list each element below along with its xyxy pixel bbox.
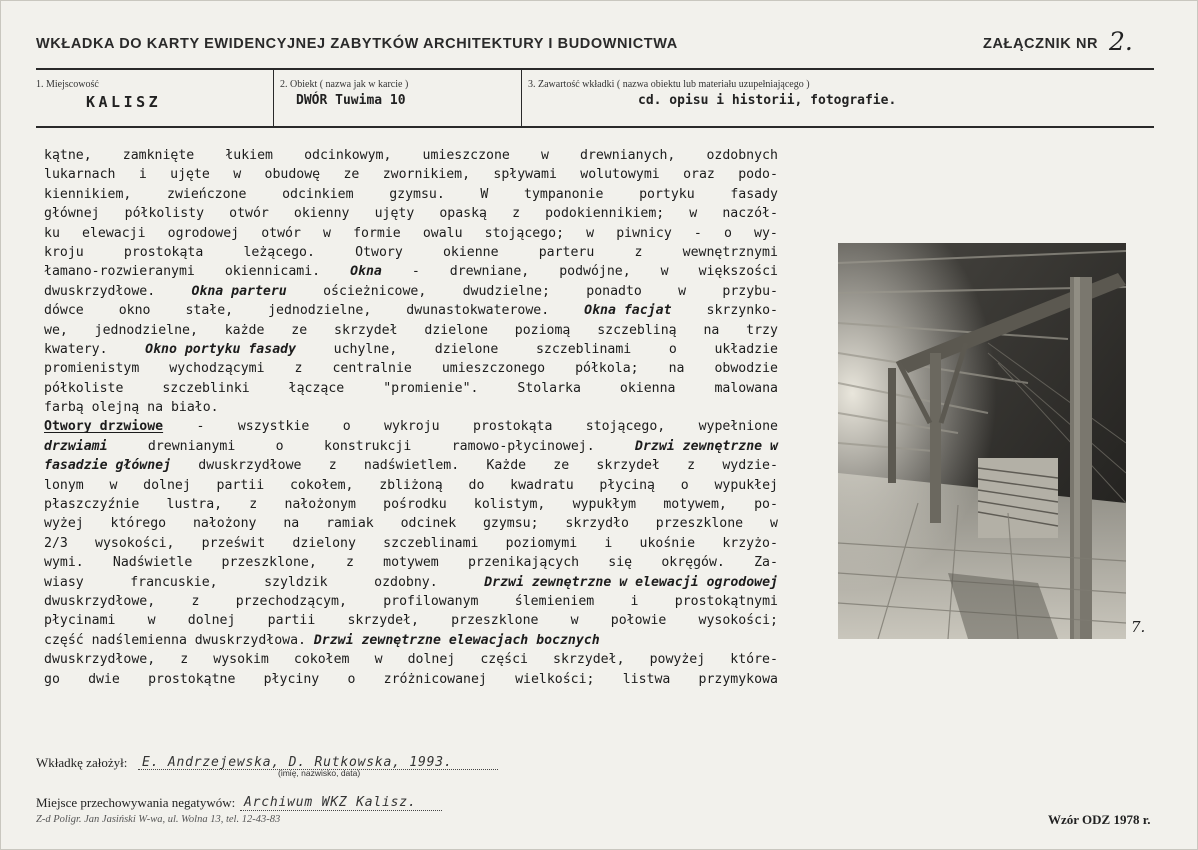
text-word: prostokątne bbox=[148, 671, 236, 687]
text-word: prostokątnymi bbox=[674, 593, 778, 609]
text-word: naczół- bbox=[722, 206, 778, 222]
text-word: każde bbox=[224, 322, 265, 338]
text-word: dówce bbox=[44, 303, 84, 319]
text-word: ze bbox=[291, 322, 308, 338]
text-word: i bbox=[604, 535, 613, 551]
text-word: okienna bbox=[619, 380, 676, 396]
description-text bbox=[44, 146, 778, 689]
text-word: promienistym bbox=[44, 361, 140, 377]
text-word: spływami bbox=[493, 167, 557, 183]
text-word: o bbox=[723, 225, 732, 241]
text-word: łamano-rozwieranymi bbox=[44, 264, 195, 280]
text-word: ku bbox=[44, 225, 60, 241]
text-word: krzyżo- bbox=[722, 535, 778, 551]
text-word: przybu- bbox=[722, 283, 778, 299]
text-word: odcinkiem bbox=[282, 186, 354, 202]
text-line bbox=[44, 514, 778, 533]
text-word: w bbox=[678, 283, 687, 299]
text-word: wypełnione bbox=[698, 419, 778, 435]
text-word: o bbox=[275, 438, 284, 454]
text-word: z bbox=[191, 593, 200, 609]
field-divider bbox=[521, 70, 522, 126]
text-word: portyku bbox=[639, 186, 695, 202]
text-word: stojącego; bbox=[484, 225, 565, 241]
text-word: skrzynko- bbox=[706, 303, 778, 319]
text-word: dwuskrzydłowe bbox=[198, 458, 302, 474]
text-word: obudowę bbox=[264, 167, 321, 183]
text-word: przymykowa bbox=[698, 671, 778, 687]
text-word: parteru bbox=[538, 244, 595, 260]
text-word: przechodzącym, bbox=[235, 593, 347, 609]
text-word: ozdobny. bbox=[374, 574, 438, 590]
text-word: część bbox=[44, 632, 84, 648]
text-line bbox=[44, 611, 778, 630]
text-word: konstrukcji bbox=[324, 438, 412, 454]
text-word: przeszklone bbox=[655, 516, 744, 532]
text-word: z bbox=[346, 555, 354, 571]
text-word: Każde bbox=[486, 458, 527, 474]
text-word: w bbox=[540, 148, 549, 163]
text-word: fasadzie głównej bbox=[44, 458, 172, 474]
text-word: przenikających bbox=[467, 555, 580, 571]
text-word: farbą bbox=[44, 400, 84, 416]
text-word: szczeblinami bbox=[535, 341, 632, 357]
text-word: półkoliste bbox=[44, 380, 124, 396]
text-line bbox=[44, 670, 778, 689]
text-word: układzie bbox=[714, 341, 778, 357]
text-line bbox=[44, 185, 778, 204]
text-word: i bbox=[630, 593, 639, 609]
text-line bbox=[44, 379, 778, 398]
text-word: wysokości, bbox=[95, 535, 175, 551]
text-word: jednodzielne, bbox=[94, 322, 198, 338]
text-word: olejną bbox=[91, 400, 140, 416]
text-word: wysokim bbox=[213, 652, 269, 668]
field-divider bbox=[273, 70, 274, 126]
text-word: drewnianymi bbox=[147, 438, 236, 454]
text-word: dolnej bbox=[187, 613, 236, 629]
text-word: nałożonym bbox=[284, 497, 356, 513]
text-word: obwodzie bbox=[714, 361, 778, 377]
text-line bbox=[44, 417, 778, 436]
object-value: DWÓR Tuwima 10 bbox=[296, 93, 406, 108]
text-word: cokołem, bbox=[289, 477, 354, 493]
text-word: Okna parteru bbox=[191, 283, 287, 299]
header-top-rule bbox=[36, 68, 1154, 70]
text-word: partii bbox=[267, 613, 316, 629]
text-word: skrzydeł bbox=[596, 458, 660, 474]
text-word: w bbox=[769, 516, 778, 532]
text-word: szyldzik bbox=[264, 574, 328, 590]
text-line bbox=[44, 398, 778, 417]
text-word: biało. bbox=[170, 400, 219, 416]
text-word: płycinami bbox=[44, 613, 116, 629]
text-word: półkolisty bbox=[124, 206, 205, 222]
text-word: Drzwi zewnętrzne w bbox=[635, 438, 778, 454]
text-word: Okno portyku fasady bbox=[145, 341, 297, 357]
text-line bbox=[44, 146, 778, 165]
text-word: nadświetlem. bbox=[363, 458, 460, 474]
text-word: części bbox=[480, 652, 528, 668]
annex-number: 2. bbox=[1109, 27, 1133, 56]
text-word: po- bbox=[754, 497, 778, 513]
text-word: wszystkie bbox=[237, 419, 310, 435]
text-word: wy- bbox=[754, 225, 778, 241]
text-word: dolnej bbox=[407, 652, 456, 668]
text-word: centralnie bbox=[332, 361, 412, 377]
text-line bbox=[44, 301, 778, 320]
text-word: jednodzielne, bbox=[268, 303, 372, 319]
text-word: odcinek bbox=[400, 516, 457, 532]
text-line bbox=[44, 534, 778, 553]
text-word: do bbox=[468, 477, 485, 493]
text-word: wykroju bbox=[384, 419, 440, 435]
text-word: odcinkowym, bbox=[304, 148, 392, 163]
text-word: o bbox=[342, 419, 351, 435]
text-word: szczebliną bbox=[597, 322, 677, 338]
text-line bbox=[44, 224, 778, 243]
text-word: Otwory drzwiowe bbox=[44, 419, 164, 435]
text-word: ościeżnicowe, bbox=[323, 283, 427, 299]
text-word: dwuskrzydłowe, bbox=[44, 652, 156, 668]
text-word: z bbox=[249, 497, 258, 513]
text-word: którego bbox=[110, 516, 167, 532]
text-line bbox=[44, 243, 778, 262]
text-word: lonym bbox=[44, 477, 84, 493]
archive-label: Miejsce przechowywania negatywów: bbox=[36, 795, 236, 810]
text-line bbox=[44, 321, 778, 340]
text-word: Okna facjat bbox=[584, 303, 672, 319]
text-word: głównej bbox=[44, 206, 100, 222]
author-label: Wkładkę założył: bbox=[36, 755, 128, 770]
text-word: - bbox=[693, 225, 702, 241]
text-word: o bbox=[668, 341, 677, 357]
text-word: dwuskrzydłowe. bbox=[44, 283, 156, 299]
text-word: - bbox=[196, 419, 205, 435]
text-word: Drzwi zewnętrzne w elewacji ogrodowej bbox=[484, 574, 778, 590]
text-word: wydzie- bbox=[722, 458, 778, 474]
text-word: okręgów. bbox=[661, 555, 725, 571]
contents-value: cd. opisu i historii, fotografie. bbox=[638, 93, 897, 108]
text-word: lukarnach bbox=[44, 167, 116, 183]
text-word: wysokości; bbox=[698, 613, 778, 629]
text-word: na bbox=[703, 322, 720, 338]
text-word: 2/3 bbox=[44, 535, 68, 551]
text-word: łączące bbox=[288, 380, 345, 396]
text-word: zróżnicowanej bbox=[383, 671, 487, 687]
text-word: tympanonie bbox=[524, 186, 604, 202]
text-word: przeszklone bbox=[451, 613, 539, 629]
text-line bbox=[44, 553, 778, 572]
locality-label: 1. Miejscowość bbox=[36, 79, 99, 90]
text-word: na bbox=[147, 400, 164, 416]
text-word: gzymsu; bbox=[482, 516, 539, 532]
text-word: powyżej bbox=[649, 652, 706, 668]
header-bottom-rule bbox=[36, 126, 1154, 128]
text-word: większości bbox=[698, 264, 778, 280]
text-word: półkola; bbox=[575, 361, 639, 377]
text-word: w bbox=[233, 167, 242, 183]
text-word: dwuskrzydłowe, bbox=[44, 593, 156, 609]
text-word: ukośnie bbox=[639, 535, 696, 551]
text-word: umieszczonego bbox=[441, 361, 546, 377]
text-line bbox=[44, 495, 778, 514]
text-word: - bbox=[411, 264, 420, 280]
text-word: nałożony bbox=[192, 516, 257, 532]
text-word: go bbox=[44, 671, 60, 687]
text-word: motywem, bbox=[663, 497, 727, 513]
text-word: w bbox=[109, 477, 118, 493]
text-word: nadślemienna bbox=[91, 632, 187, 648]
text-word: ogrodowej bbox=[167, 225, 240, 241]
text-word: w bbox=[586, 225, 595, 241]
text-word: dwudzielne; bbox=[462, 283, 550, 299]
text-word: płaszczyźnie bbox=[44, 497, 140, 513]
text-word: szczeblinami bbox=[383, 535, 479, 551]
text-word: prostokąta bbox=[123, 244, 204, 260]
archive-value: Archiwum WKZ Kalisz. bbox=[244, 795, 417, 810]
text-word: oraz bbox=[683, 167, 715, 183]
text-line bbox=[44, 476, 778, 495]
text-word: we, bbox=[44, 322, 68, 338]
text-word: francuskie, bbox=[130, 574, 218, 590]
text-word: z bbox=[512, 206, 521, 222]
text-word: dwie bbox=[88, 671, 120, 687]
text-word: kiennikiem, bbox=[44, 186, 132, 202]
text-word: formie bbox=[353, 225, 401, 241]
text-word: otwór bbox=[261, 225, 301, 241]
text-word: ślemieniem bbox=[514, 593, 595, 609]
text-word: dwuskrzydłowa. bbox=[194, 632, 306, 648]
text-word: w bbox=[323, 225, 331, 241]
text-word: ze bbox=[343, 167, 360, 183]
text-word: "promienie". bbox=[383, 380, 479, 396]
text-word: podwójne, bbox=[559, 264, 631, 280]
text-word: Za- bbox=[754, 555, 778, 571]
text-word: dolnej bbox=[143, 477, 191, 493]
text-word: drewnianych, bbox=[580, 148, 676, 163]
text-word: opaską bbox=[439, 206, 487, 222]
text-word: okno bbox=[118, 303, 151, 319]
text-word: płyciny bbox=[263, 671, 320, 687]
text-word: elewacji bbox=[82, 225, 146, 241]
text-word: z bbox=[328, 458, 337, 474]
text-word: leżącego. bbox=[243, 244, 315, 260]
text-line bbox=[44, 456, 778, 475]
form-template-id: Wzór ODZ 1978 r. bbox=[1048, 812, 1151, 827]
text-word: podokiennikiem; bbox=[545, 206, 665, 222]
text-word: ozdobnych bbox=[706, 148, 778, 163]
text-line bbox=[44, 631, 778, 650]
text-word: w bbox=[570, 613, 579, 629]
text-line bbox=[44, 437, 778, 456]
text-word: Otwory bbox=[355, 244, 403, 260]
text-word: partii bbox=[216, 477, 265, 493]
text-word: się bbox=[608, 555, 633, 571]
text-word: poziomymi bbox=[505, 535, 578, 551]
text-word: wewnętrznymi bbox=[682, 244, 778, 260]
text-word: przeszklone, bbox=[221, 555, 317, 571]
text-word: dzielone bbox=[434, 341, 499, 357]
text-word: cokołem bbox=[293, 652, 350, 668]
text-line bbox=[44, 165, 778, 184]
text-word: poziomą bbox=[514, 322, 571, 338]
text-word: Nadświetle bbox=[112, 555, 193, 571]
text-word: wiasy bbox=[44, 574, 84, 590]
text-word: w bbox=[689, 206, 698, 222]
text-line bbox=[44, 592, 778, 611]
text-word: malowana bbox=[714, 380, 778, 396]
text-word: pośrodku bbox=[383, 497, 447, 513]
text-word: łukiem bbox=[225, 148, 273, 163]
text-line bbox=[44, 650, 778, 669]
text-word: lustra, bbox=[166, 497, 223, 513]
text-word: listwa bbox=[622, 671, 671, 687]
text-word: zamknięte bbox=[122, 148, 195, 163]
annex-label: ZAŁĄCZNIK NR bbox=[983, 36, 1099, 52]
text-word: na bbox=[668, 361, 685, 377]
text-line bbox=[44, 262, 778, 281]
text-word: ujęty bbox=[374, 206, 415, 222]
text-word: skrzydeł, bbox=[347, 613, 419, 629]
text-word: dwunastokwaterowe. bbox=[406, 303, 550, 319]
text-line bbox=[44, 282, 778, 301]
text-word: zwornikiem, bbox=[382, 167, 471, 183]
text-word: wypukłym bbox=[572, 497, 637, 513]
text-word: kwadratu bbox=[510, 477, 574, 493]
text-word: Drzwi zewnętrzne elewacjach bocznych bbox=[313, 632, 600, 648]
text-word: z bbox=[294, 361, 303, 377]
text-word: wypukłej bbox=[714, 477, 778, 493]
text-word: które- bbox=[730, 652, 778, 668]
text-word: skrzydeł bbox=[334, 322, 398, 338]
attic-photo-image bbox=[838, 243, 1126, 639]
text-word: w bbox=[660, 264, 669, 280]
contents-label: 3. Zawartość wkładki ( nazwa obiektu lub materiału uzupełniającego ) bbox=[528, 79, 810, 90]
author-hint: (imię, nazwisko, data) bbox=[278, 768, 361, 778]
attic-photo bbox=[838, 243, 1126, 639]
text-word: dzielony bbox=[292, 535, 356, 551]
text-word: wychodzącymi bbox=[169, 361, 265, 377]
text-word: podo- bbox=[738, 167, 778, 183]
text-word: stałe, bbox=[185, 303, 234, 319]
text-word: kroju bbox=[44, 244, 84, 260]
text-word: Stolarka bbox=[517, 380, 581, 396]
text-word: w bbox=[374, 652, 383, 668]
object-label: 2. Obiekt ( nazwa jak w karcie ) bbox=[280, 79, 409, 90]
text-line bbox=[44, 340, 778, 359]
text-word: skrzydeł, bbox=[553, 652, 625, 668]
text-word: W bbox=[480, 186, 489, 202]
text-word: okienny bbox=[293, 206, 350, 222]
text-word: płyciną bbox=[599, 477, 655, 493]
text-word: skrzydło bbox=[565, 516, 629, 532]
text-word: z bbox=[634, 244, 643, 260]
text-line bbox=[44, 573, 778, 592]
archive-dotted-line bbox=[240, 810, 442, 811]
text-word: trzy bbox=[746, 322, 778, 338]
text-word: o bbox=[680, 477, 689, 493]
text-word: wymi. bbox=[44, 555, 84, 571]
text-word: profilowanym bbox=[383, 593, 479, 609]
text-word: ramowo-płycinowej. bbox=[451, 438, 595, 454]
text-word: stojącego, bbox=[585, 419, 666, 435]
text-word: wyżej bbox=[44, 516, 84, 532]
text-word: drewniane, bbox=[449, 264, 530, 280]
printer-note: Z-d Poligr. Jan Jasiński W-wa, ul. Wolna 13, tel. 12-43-83 bbox=[36, 814, 281, 825]
text-word: ponadto bbox=[586, 283, 642, 299]
text-word: drzwiami bbox=[44, 438, 108, 454]
text-word: kolistym, bbox=[473, 497, 546, 513]
text-word: kątne, bbox=[44, 148, 92, 163]
text-word: owalu bbox=[422, 225, 463, 241]
text-line bbox=[44, 359, 778, 378]
text-word: szczeblinki bbox=[162, 380, 250, 396]
photo-number: 7. bbox=[1131, 618, 1146, 636]
text-word: okienne bbox=[442, 244, 499, 260]
text-word: ze bbox=[553, 458, 570, 474]
text-word: i bbox=[138, 167, 147, 183]
text-line bbox=[44, 204, 778, 223]
text-word: okiennicami. bbox=[224, 264, 321, 280]
text-word: motywem bbox=[383, 555, 439, 571]
text-word: zbliżoną bbox=[379, 477, 443, 493]
text-word: dzielone bbox=[424, 322, 488, 338]
text-word: wielkości; bbox=[515, 671, 595, 687]
text-word: piwnicy bbox=[616, 225, 672, 241]
author-value: E. Andrzejewska, D. Rutkowska, 1993. bbox=[142, 755, 453, 770]
text-word: połowie bbox=[610, 613, 667, 629]
text-word: z bbox=[687, 458, 696, 474]
text-word: o bbox=[347, 671, 356, 687]
text-word: ramiak bbox=[326, 516, 374, 532]
text-word: wolutowymi bbox=[580, 167, 660, 183]
locality-value: KALISZ bbox=[86, 93, 162, 111]
text-word: z bbox=[180, 652, 189, 668]
text-word: otwór bbox=[229, 206, 269, 222]
text-word: w bbox=[147, 613, 156, 629]
text-word: ujęte bbox=[170, 167, 210, 183]
text-word: kwatery. bbox=[44, 341, 108, 357]
text-word: prześwit bbox=[201, 535, 266, 551]
text-word: prostokąta bbox=[473, 419, 553, 435]
text-word: uchylne, bbox=[333, 341, 398, 357]
text-word: Okna bbox=[350, 264, 382, 280]
text-word: fasady bbox=[730, 186, 778, 202]
text-word: zwieńczone bbox=[167, 186, 247, 202]
form-title: WKŁADKA DO KARTY EWIDENCYJNEJ ZABYTKÓW ARCHITEKTURY I BUDOWNICTWA bbox=[36, 36, 678, 52]
text-word: umieszczone bbox=[422, 148, 510, 163]
text-word: na bbox=[283, 516, 300, 532]
text-word: gzymsu. bbox=[389, 186, 445, 202]
